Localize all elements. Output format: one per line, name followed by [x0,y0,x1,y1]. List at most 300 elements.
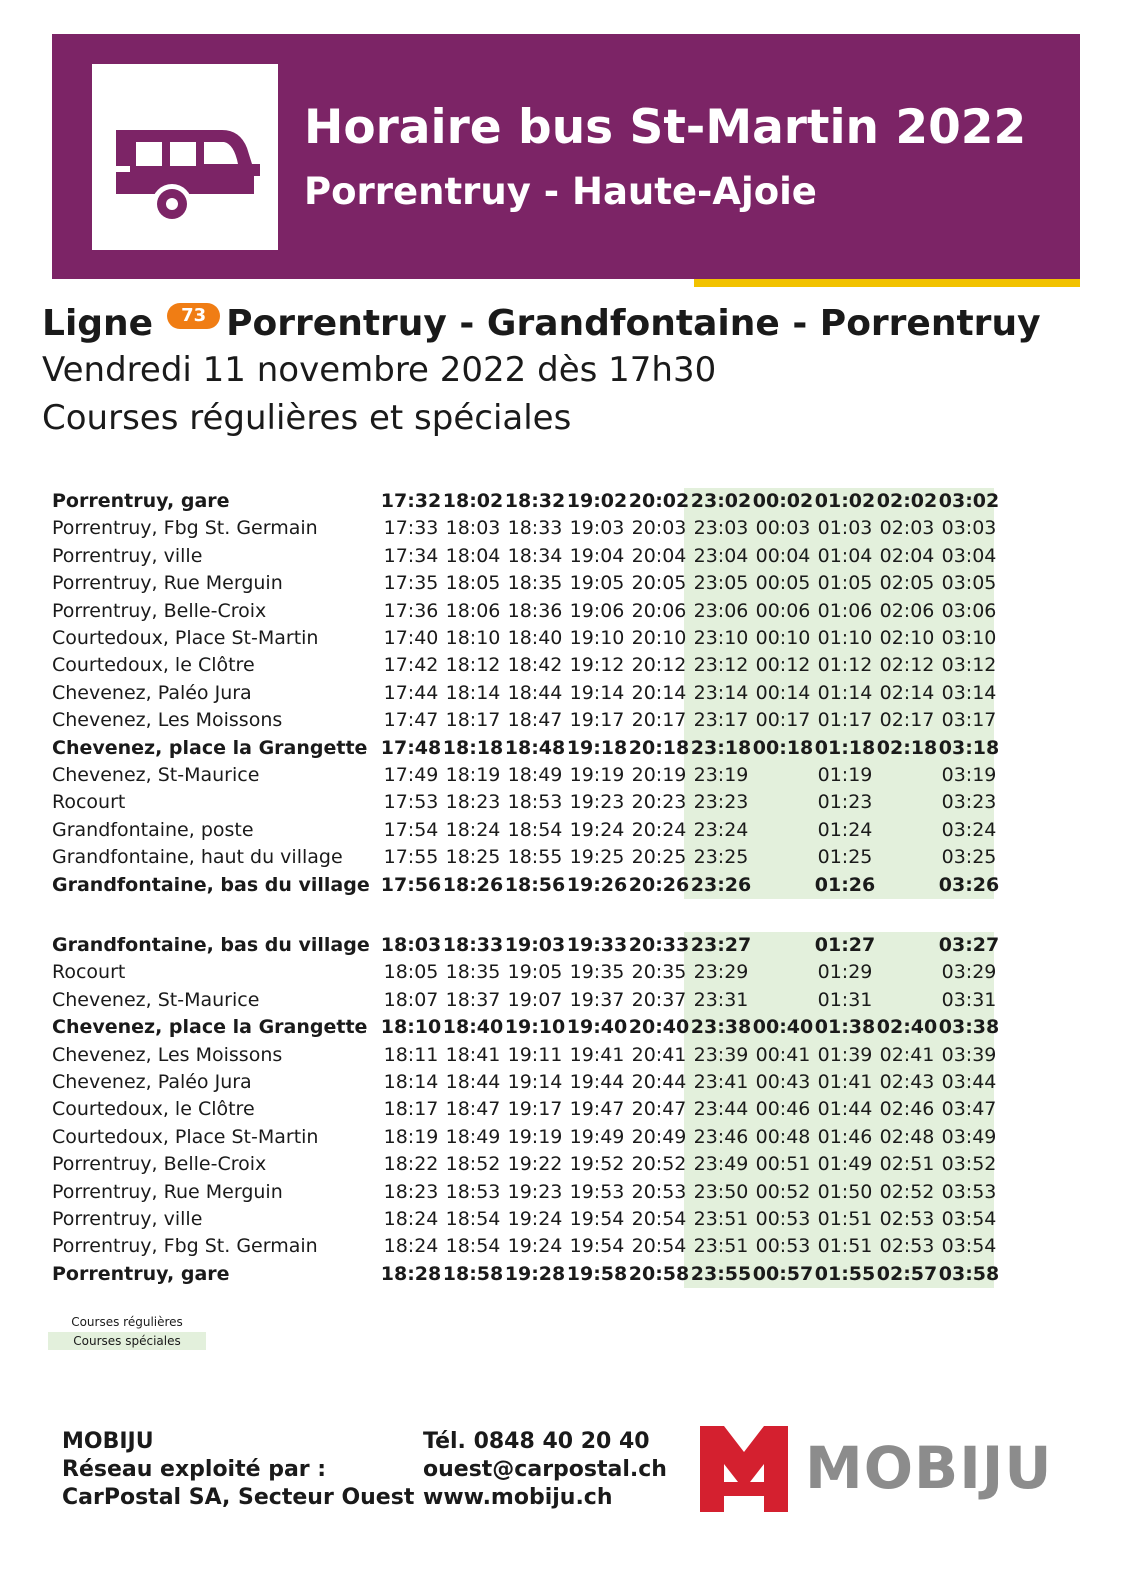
departure-time: 17:35 [383,572,439,595]
mobiju-logo-text: MOBIJU [805,1434,1053,1502]
departure-time: 23:12 [693,654,749,677]
departure-time: 20:19 [631,764,687,787]
departure-time: 02:41 [879,1043,935,1066]
departure-time: 18:37 [445,988,501,1011]
departure-time: 02:51 [879,1153,935,1176]
departure-time: 01:12 [817,654,873,677]
departure-time: 00:48 [755,1125,811,1148]
departure-time: 02:12 [879,654,935,677]
departure-time: 02:57 [876,1262,938,1285]
departure-time: 20:06 [631,599,687,622]
departure-time: 18:47 [445,1098,501,1121]
departure-time: 23:03 [693,517,749,540]
departure-time: 18:35 [507,572,563,595]
departure-time: 17:53 [383,791,439,814]
line-label: Ligne [42,302,154,344]
departure-time: 01:03 [817,517,873,540]
timetable-outbound [48,488,1000,899]
departure-time: 17:33 [383,517,439,540]
departure-time: 18:17 [445,709,501,732]
table-row [48,707,1000,734]
departure-time: 02:02 [876,490,938,512]
departure-time: 03:24 [941,818,997,841]
departure-time: 01:31 [817,988,873,1011]
departure-time: 23:19 [693,764,749,787]
departure-time: 18:48 [504,736,566,759]
departure-time: 20:49 [631,1125,687,1148]
departure-time: 03:06 [941,599,997,622]
departure-time: 19:33 [566,934,628,956]
stop-name: Rocourt [52,961,126,984]
departure-time: 03:52 [941,1153,997,1176]
stop-name: Courtedoux, le Clôtre [52,1098,255,1121]
stop-name: Porrentruy, gare [52,490,230,512]
departure-time: 03:54 [941,1235,997,1258]
departure-time: 20:53 [631,1180,687,1203]
departure-time: 18:53 [507,791,563,814]
departure-time [876,817,938,844]
departure-time: 17:49 [383,764,439,787]
departure-time: 19:52 [569,1153,625,1176]
table-row [48,598,1000,625]
departure-time: 03:49 [941,1125,997,1148]
departure-time: 17:48 [380,736,442,759]
departure-time: 00:53 [755,1208,811,1231]
table-row [48,570,1000,597]
stop-name: Grandfontaine, haut du village [52,846,343,869]
departure-time: 03:19 [941,764,997,787]
departure-time: 20:35 [631,961,687,984]
departure-time: 20:52 [631,1153,687,1176]
departure-time: 01:51 [817,1235,873,1258]
departure-time: 19:11 [507,1043,563,1066]
departure-time: 18:26 [442,873,504,896]
line-route: Porrentruy - Grandfontaine - Porrentruy [226,302,1041,344]
departure-time: 02:53 [879,1208,935,1231]
departure-time: 19:54 [569,1208,625,1231]
departure-time: 00:46 [755,1098,811,1121]
departure-time: 20:41 [631,1043,687,1066]
departure-time [752,959,814,986]
departure-time: 20:44 [631,1071,687,1094]
stop-name: Porrentruy, Belle-Croix [52,599,267,622]
departure-time: 18:44 [445,1071,501,1094]
departure-time: 02:46 [879,1098,935,1121]
bus-icon [92,64,278,250]
stop-name: Chevenez, Les Moissons [52,1043,283,1066]
departure-time: 18:06 [445,599,501,622]
departure-time: 03:25 [941,846,997,869]
service-type: Courses régulières et spéciales [42,398,572,438]
departure-time: 00:51 [755,1153,811,1176]
departure-time: 23:27 [690,934,752,956]
departure-time: 23:18 [690,736,752,759]
table-row [48,1042,1000,1069]
departure-time [752,987,814,1014]
table-row [48,1096,1000,1123]
departure-time: 01:25 [817,846,873,869]
departure-time: 19:19 [569,764,625,787]
departure-time: 01:05 [817,572,873,595]
departure-time: 19:02 [566,490,628,512]
departure-time: 01:51 [817,1208,873,1231]
departure-time: 01:27 [814,934,876,956]
departure-time: 19:22 [507,1153,563,1176]
departure-time: 23:05 [693,572,749,595]
departure-time [752,844,814,871]
departure-time: 18:54 [507,818,563,841]
departure-time: 19:12 [569,654,625,677]
table-row [48,1179,1000,1206]
departure-time: 03:38 [938,1016,1000,1039]
departure-time: 19:58 [566,1262,628,1285]
departure-time: 00:18 [752,736,814,759]
departure-time: 02:48 [879,1125,935,1148]
departure-time: 23:46 [693,1125,749,1148]
departure-time: 18:11 [383,1043,439,1066]
departure-time: 03:29 [941,961,997,984]
departure-time: 18:18 [442,736,504,759]
departure-time: 20:02 [628,490,690,512]
stop-name: Porrentruy, Rue Merguin [52,572,283,595]
departure-time: 23:02 [690,490,752,512]
departure-time: 18:03 [380,934,442,956]
stop-name: Porrentruy, Rue Merguin [52,1180,283,1203]
stop-name: Porrentruy, Belle-Croix [52,1153,267,1176]
departure-time: 01:10 [817,627,873,650]
legend-special: Courses spéciales [48,1332,206,1350]
departure-time: 18:19 [383,1125,439,1148]
departure-time: 02:05 [879,572,935,595]
departure-time: 19:28 [504,1262,566,1285]
departure-time: 18:54 [445,1208,501,1231]
departure-time: 00:43 [755,1071,811,1094]
table-row [48,762,1000,789]
footer-operator-line: Réseau exploité par : [62,1457,327,1482]
departure-time: 18:34 [507,544,563,567]
table-row [48,987,1000,1014]
table-row [48,515,1000,542]
departure-time: 03:03 [941,517,997,540]
departure-time: 02:40 [876,1016,938,1039]
departure-time: 02:10 [879,627,935,650]
departure-time [876,844,938,871]
footer-operator-line: MOBIJU [62,1429,154,1454]
departure-time: 18:12 [445,654,501,677]
departure-time: 00:52 [755,1180,811,1203]
stop-name: Chevenez, place la Grangette [52,736,368,759]
departure-time: 20:17 [631,709,687,732]
departure-time: 18:40 [507,627,563,650]
departure-time: 18:53 [445,1180,501,1203]
departure-time: 19:18 [566,736,628,759]
departure-time: 18:55 [507,846,563,869]
departure-time: 19:54 [569,1235,625,1258]
stop-name: Chevenez, Paléo Jura [52,681,252,704]
departure-time: 00:57 [752,1262,814,1285]
departure-time: 18:14 [445,681,501,704]
departure-time: 19:24 [569,818,625,841]
departure-time: 20:10 [631,627,687,650]
departure-time [752,932,814,959]
stop-name: Courtedoux, Place St-Martin [52,1125,319,1148]
departure-time: 00:14 [755,681,811,704]
page-subtitle: Porrentruy - Haute-Ajoie [304,170,817,213]
departure-time: 03:47 [941,1098,997,1121]
departure-time: 19:14 [569,681,625,704]
departure-time: 18:05 [445,572,501,595]
table-row [48,1124,1000,1151]
departure-time: 23:17 [693,709,749,732]
departure-time: 18:24 [383,1235,439,1258]
departure-time: 03:58 [938,1262,1000,1285]
table-row [48,1206,1000,1233]
departure-time: 00:06 [755,599,811,622]
departure-time: 02:17 [879,709,935,732]
departure-time: 18:56 [504,873,566,896]
table-row [48,543,1000,570]
bus-icon-box [92,64,278,250]
departure-time: 18:10 [380,1016,442,1039]
departure-time: 18:33 [507,517,563,540]
departure-time: 20:14 [631,681,687,704]
departure-time: 01:38 [814,1016,876,1039]
legend-regular: Courses régulières [71,1315,183,1329]
departure-time: 01:06 [817,599,873,622]
table-row [48,1233,1000,1260]
departure-time: 18:49 [445,1125,501,1148]
departure-time: 18:24 [445,818,501,841]
departure-time: 20:54 [631,1208,687,1231]
departure-time: 17:32 [380,490,442,512]
departure-time: 19:14 [507,1071,563,1094]
departure-time: 20:24 [631,818,687,841]
departure-time: 03:44 [941,1071,997,1094]
departure-time: 20:58 [628,1262,690,1285]
departure-time: 19:49 [569,1125,625,1148]
departure-time: 01:19 [817,764,873,787]
departure-time: 19:17 [507,1098,563,1121]
departure-time: 02:52 [879,1180,935,1203]
departure-time: 23:06 [693,599,749,622]
stop-name: Courtedoux, Place St-Martin [52,627,319,650]
departure-time: 19:05 [569,572,625,595]
footer-email[interactable]: ouest@carpostal.ch [423,1457,667,1482]
departure-time: 03:05 [941,572,997,595]
departure-time: 03:23 [941,791,997,814]
header-accent-bar [694,279,1080,287]
departure-time: 19:05 [507,961,563,984]
departure-time: 23:39 [693,1043,749,1066]
departure-time: 02:03 [879,517,935,540]
departure-time: 18:58 [442,1262,504,1285]
departure-time: 18:44 [507,681,563,704]
departure-time: 18:02 [442,490,504,512]
footer-website[interactable]: www.mobiju.ch [423,1485,613,1510]
departure-time: 18:42 [507,654,563,677]
departure-time: 20:23 [631,791,687,814]
departure-time: 01:17 [817,709,873,732]
departure-time: 23:29 [693,961,749,984]
departure-time: 19:37 [569,988,625,1011]
departure-time: 18:23 [445,791,501,814]
mobiju-m-logo-icon [700,1426,788,1512]
table-row [48,932,1000,959]
departure-time: 03:12 [941,654,997,677]
departure-time: 20:12 [631,654,687,677]
departure-time: 18:24 [383,1208,439,1231]
departure-time: 00:03 [755,517,811,540]
table-row [48,735,1000,762]
departure-time: 02:04 [879,544,935,567]
table-row [48,625,1000,652]
departure-time: 17:55 [383,846,439,869]
departure-time: 03:26 [938,873,1000,896]
line-number-badge: 73 [167,303,220,329]
departure-time: 19:44 [569,1071,625,1094]
departure-time: 17:40 [383,627,439,650]
mobiju-logo [700,1426,788,1516]
departure-time: 23:14 [693,681,749,704]
departure-time: 18:41 [445,1043,501,1066]
departure-time: 18:52 [445,1153,501,1176]
departure-time: 17:44 [383,681,439,704]
departure-time: 18:36 [507,599,563,622]
departure-time: 01:04 [817,544,873,567]
departure-time: 20:37 [631,988,687,1011]
departure-time: 17:34 [383,544,439,567]
departure-time: 01:18 [814,736,876,759]
departure-time: 23:04 [693,544,749,567]
table-row [48,1261,1000,1288]
departure-time: 18:35 [445,961,501,984]
departure-time: 19:07 [507,988,563,1011]
departure-time: 18:49 [507,764,563,787]
table-row [48,844,1000,871]
departure-time: 19:23 [507,1180,563,1203]
departure-time: 18:23 [383,1180,439,1203]
departure-time: 19:41 [569,1043,625,1066]
departure-time: 23:26 [690,873,752,896]
departure-time [876,932,938,959]
departure-time [876,762,938,789]
line-heading [42,298,1041,348]
departure-time: 01:02 [814,490,876,512]
departure-time: 18:10 [445,627,501,650]
footer-phone: Tél. 0848 40 20 40 [423,1429,650,1454]
departure-time: 19:03 [569,517,625,540]
stop-name: Courtedoux, le Clôtre [52,654,255,677]
stop-name: Chevenez, Paléo Jura [52,1071,252,1094]
departure-time: 18:47 [507,709,563,732]
departure-time: 00:04 [755,544,811,567]
departure-time: 20:26 [628,873,690,896]
departure-time: 20:40 [628,1016,690,1039]
departure-time: 01:44 [817,1098,873,1121]
departure-time: 19:23 [569,791,625,814]
departure-time: 19:24 [507,1208,563,1231]
departure-time: 20:04 [631,544,687,567]
departure-time: 19:10 [569,627,625,650]
departure-time: 18:03 [445,517,501,540]
departure-time: 03:54 [941,1208,997,1231]
departure-time: 23:24 [693,818,749,841]
departure-time: 20:03 [631,517,687,540]
departure-time: 23:25 [693,846,749,869]
departure-time: 23:51 [693,1208,749,1231]
stop-name: Chevenez, place la Grangette [52,1016,368,1039]
departure-time: 01:50 [817,1180,873,1203]
departure-time: 18:14 [383,1071,439,1094]
departure-time [876,959,938,986]
departure-time: 19:47 [569,1098,625,1121]
table-row [48,789,1000,816]
departure-time [752,872,814,899]
departure-time: 20:54 [631,1235,687,1258]
departure-time: 18:32 [504,490,566,512]
departure-time: 23:51 [693,1235,749,1258]
table-row [48,872,1000,899]
footer-operator [62,1428,414,1512]
departure-time: 18:33 [442,934,504,956]
departure-time: 03:18 [938,736,1000,759]
departure-time: 18:05 [383,961,439,984]
stop-name: Grandfontaine, poste [52,818,254,841]
footer-contact [423,1428,667,1512]
departure-time: 23:55 [690,1262,752,1285]
departure-time: 03:39 [941,1043,997,1066]
departure-time: 18:19 [445,764,501,787]
departure-time: 19:17 [569,709,625,732]
table-row [48,1014,1000,1041]
departure-time: 02:43 [879,1071,935,1094]
departure-time: 01:26 [814,873,876,896]
departure-time: 02:06 [879,599,935,622]
departure-time: 20:47 [631,1098,687,1121]
departure-time: 20:05 [631,572,687,595]
departure-time: 23:23 [693,791,749,814]
departure-time: 01:23 [817,791,873,814]
departure-time: 02:53 [879,1235,935,1258]
stop-name: Porrentruy, gare [52,1262,230,1285]
departure-time: 19:26 [566,873,628,896]
departure-time: 19:25 [569,846,625,869]
footer-operator-line: CarPostal SA, Secteur Ouest [62,1485,415,1510]
departure-time: 19:10 [504,1016,566,1039]
departure-time: 00:02 [752,490,814,512]
departure-time: 03:14 [941,681,997,704]
departure-time: 02:14 [879,681,935,704]
departure-time: 19:19 [507,1125,563,1148]
departure-time: 23:49 [693,1153,749,1176]
departure-time: 18:25 [445,846,501,869]
departure-time [876,987,938,1014]
table-row [48,680,1000,707]
departure-time: 02:18 [876,736,938,759]
departure-time: 03:53 [941,1180,997,1203]
departure-time: 23:31 [693,988,749,1011]
departure-time: 00:10 [755,627,811,650]
table-row [48,817,1000,844]
table-row [48,652,1000,679]
stop-name: Grandfontaine, bas du village [52,873,370,896]
departure-time: 19:03 [504,934,566,956]
departure-time: 17:54 [383,818,439,841]
stop-name: Rocourt [52,791,126,814]
departure-time: 00:41 [755,1043,811,1066]
stop-name: Chevenez, St-Maurice [52,764,260,787]
departure-time: 00:53 [755,1235,811,1258]
